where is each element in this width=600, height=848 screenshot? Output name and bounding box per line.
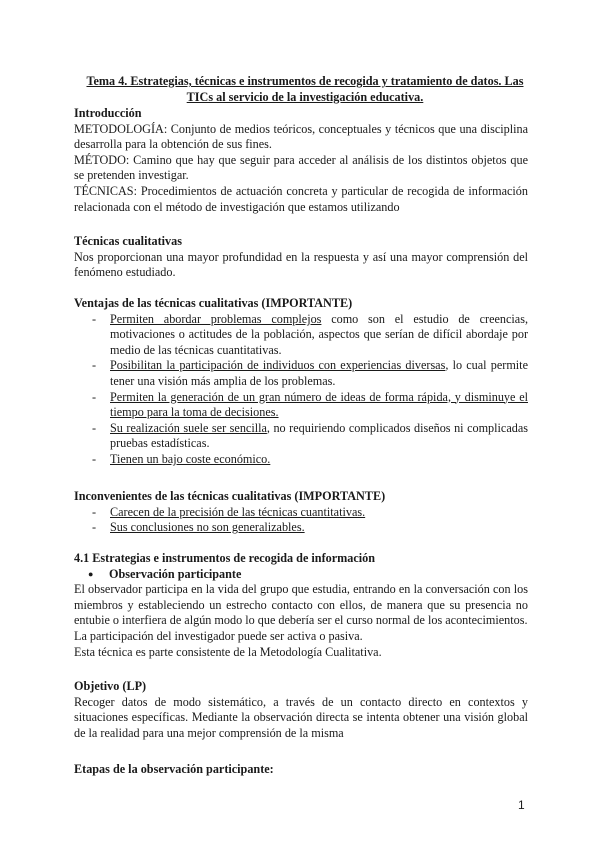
cualitativas-text: Nos proporcionan una mayor profundidad en la respuesta y así una mayor comprensión del fenómeno estudiado. [74, 249, 528, 280]
objetivo-text: Recoger datos de modo sistemático, a través de un contacto directo en contextos y situaciones específicas. Mediante la observación directa se intenta obtener una visión global de la realidad para una mejor comprensión de la misma [74, 694, 528, 740]
list-item-text: , lo cual permite tener una visión más amplia de los problemas. [110, 358, 528, 388]
list-item-text: Sus conclusiones no son generalizables. [110, 520, 305, 535]
observacion-paragraph: El observador participa en la vida del grupo que estudia, entrando en la conversación con los miembros y estableciendo un estrecho contacto con ellos, de manera que su presencia no entubie o interfiera de algún modo lo que debería ser el curso normal de los acontecimientos. [74, 582, 528, 628]
inconvenientes-list [74, 505, 528, 536]
intro-section [74, 106, 528, 215]
list-item-emphasis: Permiten abordar problemas complejos [110, 311, 322, 326]
list-item [74, 520, 528, 536]
list-item-emphasis: Posibilitan la participación de individuos con experiencias diversas [110, 358, 446, 373]
list-item [74, 390, 528, 421]
list-item-text: Carecen de la precisión de las técnicas cuantitativas. [110, 504, 366, 519]
list-item [74, 505, 528, 521]
ventajas-heading: Ventajas de las técnicas cualitativas (IMPORTANTE) [74, 296, 353, 310]
objetivo-heading: Objetivo (LP) [74, 679, 147, 693]
observacion-participante-bullet: ● Observación participante [74, 567, 528, 583]
tecnicas-definition: TÉCNICAS: Procedimientos de actuación concreta y particular de recogida de información relacionada con el método de investigación que estamos utilizando [74, 183, 528, 214]
metodo-definition: MÉTODO: Camino que hay que seguir para acceder al análisis de los distintos objetos que se pretenden investigar. [74, 152, 528, 183]
list-item [74, 312, 528, 359]
metodologia-definition: METODOLOGÍA: Conjunto de medios teóricos, conceptuales y técnicos que una disciplina desarrolla para la obtención de sus fines. [74, 121, 528, 152]
list-item-text: , no requiriendo complicados diseños ni complicadas pruebas estadísticas. [110, 420, 528, 451]
list-item-emphasis: Su realización suele ser sencilla [110, 420, 267, 435]
cualitativas-section [74, 234, 528, 281]
list-item [74, 421, 528, 452]
ventajas-section [74, 296, 528, 468]
participacion-paragraph: La participación del investigador puede ser activa o pasiva. [74, 628, 363, 643]
document-title: Tema 4. Estrategias, técnicas e instrumentos de recogida y tratamiento de datos. Las TICs al servicio de la investigación educativa. [86, 74, 524, 104]
list-item-emphasis: Tienen un bajo coste económico. [110, 451, 271, 466]
list-item [74, 452, 528, 468]
inconvenientes-heading: Inconvenientes de las técnicas cualitativas (IMPORTANTE) [74, 489, 386, 503]
list-item-emphasis: Permiten la generación de un gran número de ideas de forma rápida, y disminuye el tiempo para la toma de decisiones. [110, 389, 528, 420]
list-item [74, 358, 528, 389]
etapas-section [74, 762, 528, 778]
list-item-text: como son el estudio de creencias, motivaciones o actitudes de la población, aspectos que serían de difícil abordaje por medio de las técnicas cuantitativas. [110, 311, 528, 357]
inconvenientes-section [74, 489, 528, 536]
section-4-1 [74, 551, 528, 660]
section-4-1-heading: 4.1 Estrategias e instrumentos de recogida de información [74, 551, 376, 565]
ventajas-list [74, 312, 528, 468]
objetivo-section [74, 679, 528, 741]
page-number: 1 [518, 798, 525, 812]
intro-heading: Introducción [74, 106, 142, 120]
metodologia-paragraph: Esta técnica es parte consistente de la Metodología Cualitativa. [74, 644, 382, 659]
cualitativas-heading: Técnicas cualitativas [74, 234, 182, 248]
etapas-heading: Etapas de la observación participante: [74, 762, 274, 776]
